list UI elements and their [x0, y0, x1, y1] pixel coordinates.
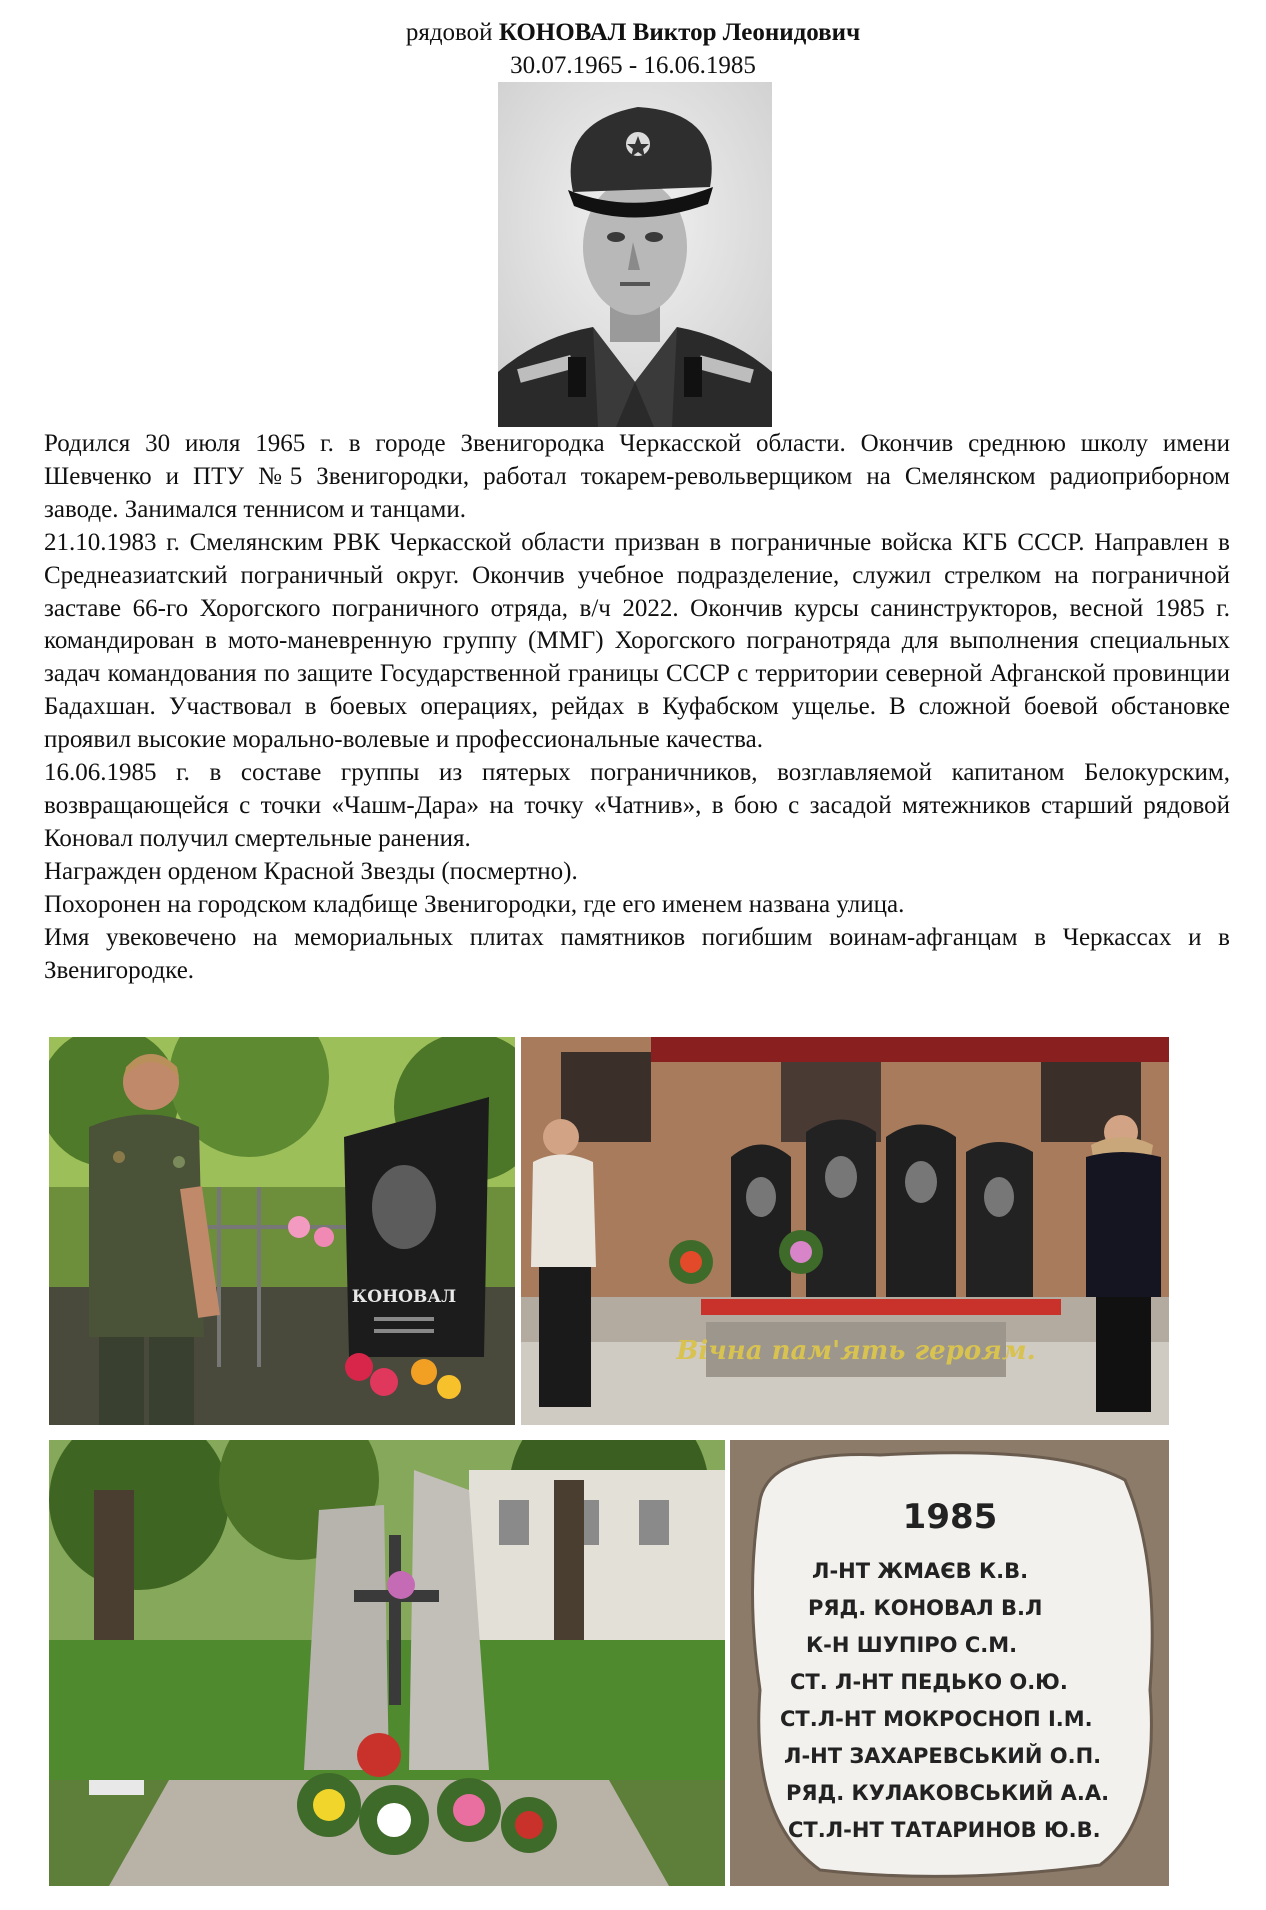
memorial-banner: Вічна пам'ять героям.: [676, 1336, 1036, 1366]
photo-memorial-plaque: [730, 1440, 1169, 1886]
bio-paragraph: 16.06.1985 г. в составе группы из пятерых пограничников, возглавляемой капитаном Белокурским, возвращающейся с точки «Чашм-Дара» на точку «Чатнив», в бою с засадой мятежников старший рядовой Коновал получил смертельные ранения.: [44, 759, 1230, 852]
photo-memorial-wall: [521, 1037, 1169, 1425]
plaque-name: К-Н ШУПІРО С.М.: [806, 1633, 1018, 1657]
soldier-name: КОНОВАЛ Виктор Леонидович: [498, 19, 861, 46]
bio-paragraph: 21.10.1983 г. Смелянским РВК Черкасской области призван в пограничные войска КГБ СССР. Направлен в Среднеазиатский пограничный округ. Окончив учебное подразделение, служил стрелком на пограничной заставе 66-го Хорогского пограничного отряда, в/ч 2022. Окончив курсы санинструкторов, весной 1985 г. командирован в мото-маневренную группу (ММГ) Хорогского погранотряда для выполнения специальных задач командования по защите Государственной границы СССР с территории северной Афганской провинции Бадахшан. Участвовал в боевых операциях, рейдах в Куфабском ущелье. В сложной боевой обстановке проявил высокие морально-волевые и профессиональные качества.: [44, 528, 1230, 754]
plaque-name: РЯД. КУЛАКОВСЬКИЙ А.А.: [786, 1781, 1110, 1805]
plaque-name: СТ.Л-НТ ТАТАРИНОВ Ю.В.: [788, 1818, 1101, 1842]
plaque-name: РЯД. КОНОВАЛ В.Л: [808, 1596, 1043, 1620]
bio-paragraph: Награжден орденом Красной Звезды (посмертно).: [44, 857, 578, 885]
bio-paragraph: Имя увековечено на мемориальных плитах памятников погибшим воинам-афганцам в Черкассах и в Звенигородке.: [44, 923, 1230, 984]
page-header: [0, 16, 1266, 82]
life-dates: 30.07.1965 - 16.06.1985: [510, 52, 756, 79]
plaque-year: 1985: [902, 1497, 998, 1537]
plaque-name: Л-НТ ЖМАЄВ К.В.: [812, 1559, 1029, 1583]
bio-paragraph: Родился 30 июля 1965 г. в городе Звенигородка Черкасской области. Окончив среднюю школу имени Шевченко и ПТУ №5 Звенигородки, работал токарем-револьверщиком на Смелянском радиоприборном заводе. Занимался теннисом и танцами.: [44, 430, 1230, 523]
plaque-name: СТ. Л-НТ ПЕДЬКО О.Ю.: [790, 1670, 1068, 1694]
plaque-name: СТ.Л-НТ МОКРОСНОП І.М.: [780, 1707, 1093, 1731]
page-title: [0, 16, 1266, 50]
biography: [44, 428, 1230, 987]
rank-label: рядовой: [405, 19, 493, 46]
soldier-portrait: [498, 82, 772, 427]
bio-paragraph: Похоронен на городском кладбище Звенигородки, где его именем названа улица.: [44, 890, 905, 918]
headstone-name: КОНОВАЛ: [351, 1287, 457, 1307]
photo-park-memorial: [49, 1440, 725, 1886]
plaque-name: Л-НТ ЗАХАРЕВСЬКИЙ О.П.: [784, 1744, 1102, 1768]
photo-grave-visit: [49, 1037, 515, 1425]
